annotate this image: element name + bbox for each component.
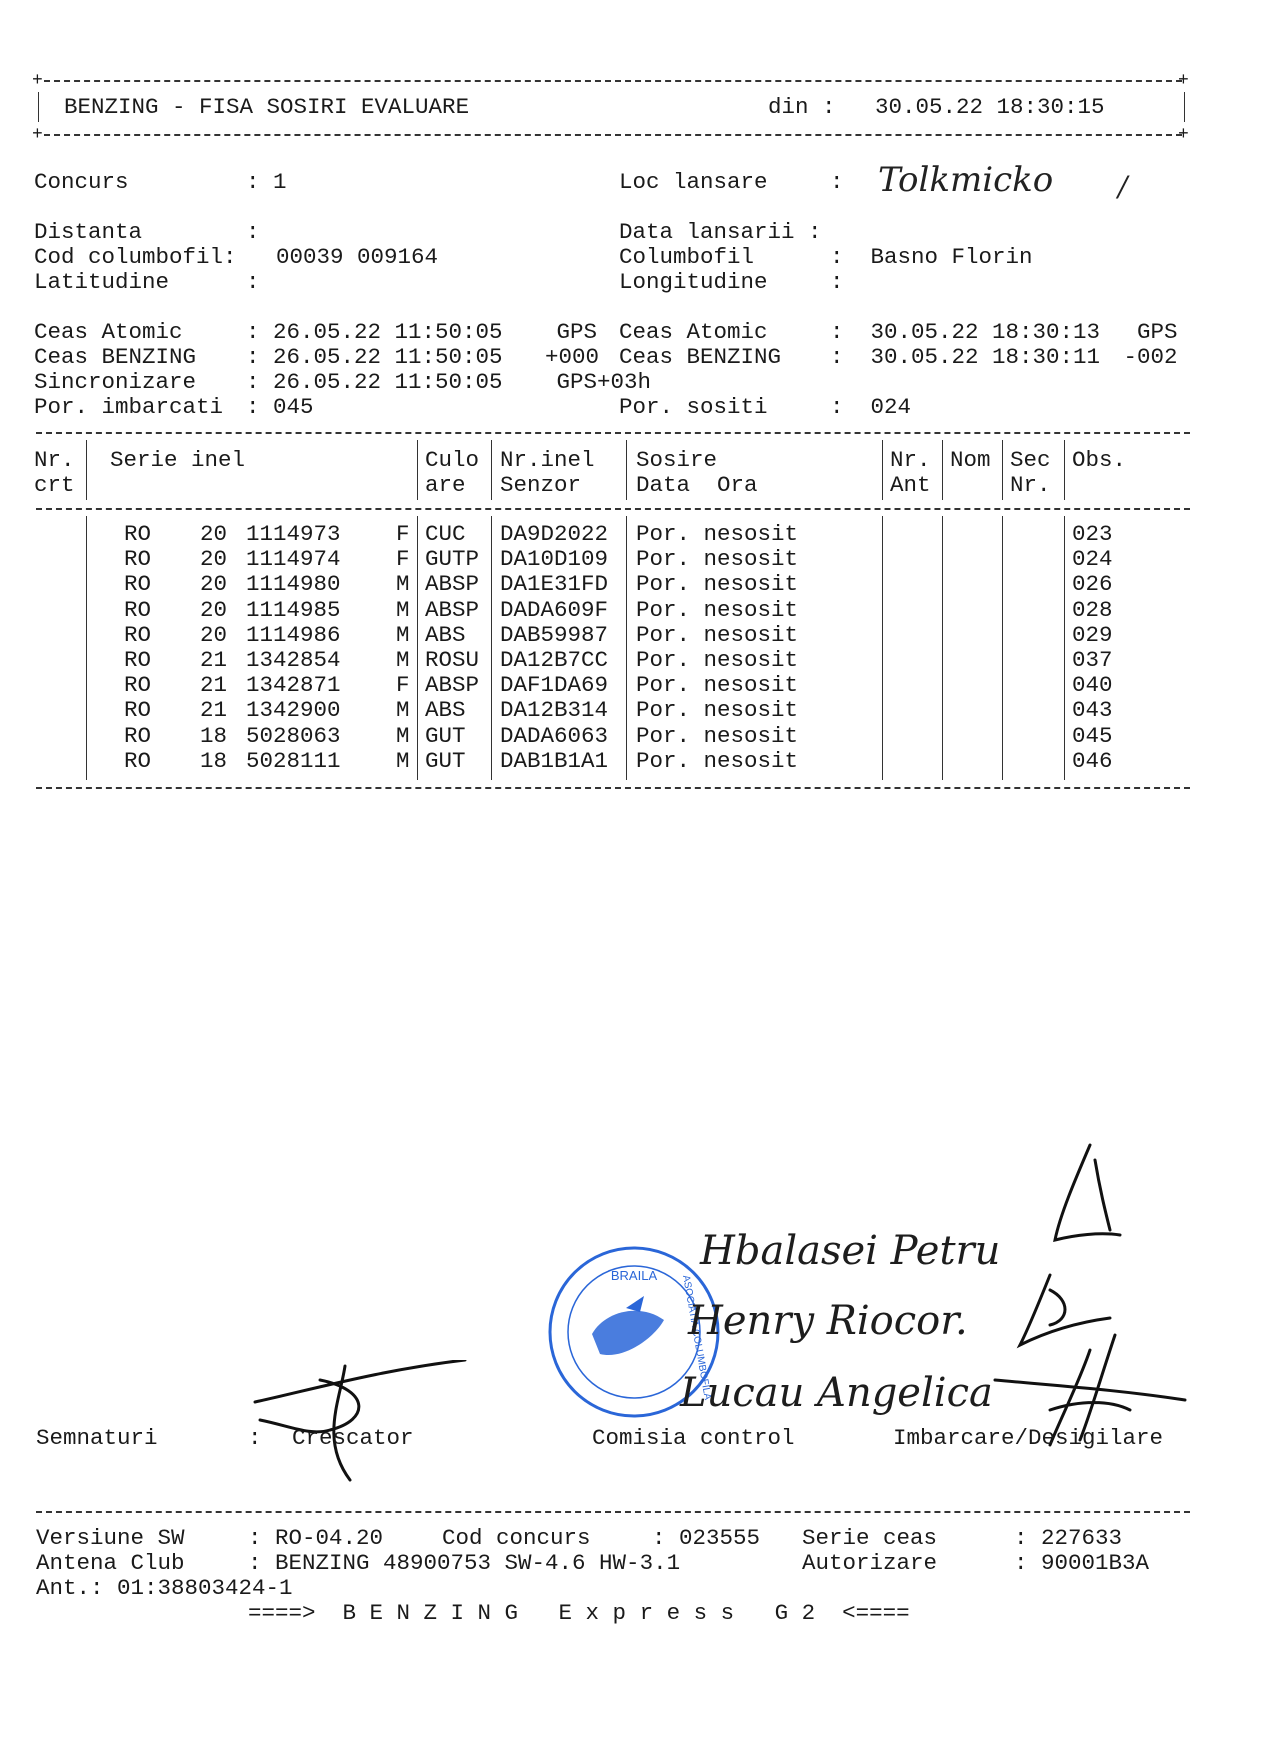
por-imbarcati-value: : 045 <box>246 394 314 420</box>
cell-obs: 028 <box>1072 596 1113 623</box>
cell-arrival: Por. nesosit <box>636 722 799 749</box>
loc-lansare-handwritten: Tolkmicko <box>878 160 1054 200</box>
por-sositi-value: : 024 <box>830 394 912 420</box>
semnaturi-sep: : <box>248 1425 262 1451</box>
cell-obs: 043 <box>1072 697 1113 724</box>
distanta-label: Distanta <box>34 219 143 245</box>
cell-ring: 1342871 <box>246 672 341 699</box>
cell-sensor: DAB59987 <box>500 621 609 648</box>
cell-color: GUT <box>425 747 466 774</box>
cell-ring: 5028111 <box>246 747 341 774</box>
crescator-label: Crescator <box>292 1425 414 1451</box>
cell-color: GUT <box>425 722 466 749</box>
cell-obs: 045 <box>1072 722 1113 749</box>
handwritten-name-3: Lucau Angelica <box>680 1370 993 1416</box>
concurs-value: : 1 <box>246 169 287 195</box>
handwritten-name-1: Hbalasei Petru <box>700 1228 1001 1274</box>
comisia-label: Comisia control <box>592 1425 795 1451</box>
cell-ring: 1114980 <box>246 571 341 598</box>
cell-year: 18 <box>200 747 228 774</box>
ceas-benzing-right-label: Ceas BENZING <box>619 344 782 370</box>
sincronizare-suffix: GPS+03h <box>543 369 652 395</box>
cell-arrival: Por. nesosit <box>636 571 799 598</box>
sincronizare-label: Sincronizare <box>34 369 197 395</box>
columbofil-value: : Basno Florin <box>830 244 1033 270</box>
cell-sex: M <box>396 647 410 673</box>
din-label: din : <box>768 94 836 120</box>
cell-sex: M <box>396 621 410 648</box>
cell-year: 21 <box>200 647 228 673</box>
longitudine-value: : <box>830 269 844 295</box>
versiune-label: Versiune SW <box>36 1525 185 1551</box>
cell-color: CUC <box>425 521 466 547</box>
versiune-value: : RO-04.20 <box>248 1525 384 1551</box>
cell-sensor: DA10D109 <box>500 546 609 573</box>
autorizare-label: Autorizare <box>802 1550 938 1576</box>
ceas-atomic-left-label: Ceas Atomic <box>34 319 183 345</box>
stamp-text-right: ASOCIATIA COLUMBOFILA <box>680 1274 713 1401</box>
cell-obs: 037 <box>1072 647 1113 673</box>
cell-obs: 023 <box>1072 521 1113 547</box>
cell-sex: M <box>396 571 410 598</box>
handwritten-name-2: Henry Riocor. <box>688 1298 968 1344</box>
ceas-atomic-right-label: Ceas Atomic <box>619 319 768 345</box>
cell-sensor: DA12B7CC <box>500 647 609 673</box>
cell-sensor: DAB1B1A1 <box>500 747 609 774</box>
cell-ring: 1114986 <box>246 621 341 648</box>
cell-ring: 5028063 <box>246 722 341 749</box>
cell-arrival: Por. nesosit <box>636 621 799 648</box>
cell-sensor: DAF1DA69 <box>500 672 609 699</box>
cell-year: 20 <box>200 521 228 547</box>
serie-ceas-value: : 227633 <box>1014 1525 1123 1551</box>
cell-year: 20 <box>200 571 228 598</box>
antena-label: Antena Club <box>36 1550 185 1576</box>
cell-color: ABSP <box>425 672 480 699</box>
ceas-benzing-left-suffix: +000 <box>545 344 600 370</box>
imbarcare-label: Imbarcare/Desigilare <box>893 1425 1164 1451</box>
header-nom: Nom <box>950 447 991 473</box>
ceas-benzing-right-suffix: -002 <box>1110 344 1178 370</box>
autorizare-value: : 90001B3A <box>1014 1550 1150 1576</box>
header-sosire-line2: Data Ora <box>636 472 758 498</box>
cell-color: ABSP <box>425 596 480 623</box>
cell-color: ABS <box>425 697 466 724</box>
header-sec-line2: Nr. <box>1010 472 1051 498</box>
cod-columbofil-label: Cod columbofil: <box>34 244 237 270</box>
ceas-atomic-right-value: : 30.05.22 18:30:13 <box>830 319 1101 345</box>
cell-arrival: Por. nesosit <box>636 697 799 724</box>
header-nr-ant-line2: Ant <box>890 472 931 498</box>
cell-year: 20 <box>200 546 228 573</box>
signature-1-icon <box>1020 1140 1130 1250</box>
ceas-atomic-right-suffix: GPS <box>1110 319 1178 345</box>
page-title: BENZING - FISA SOSIRI EVALUARE <box>64 94 470 120</box>
semnaturi-label: Semnaturi <box>36 1425 158 1451</box>
cell-sex: M <box>396 722 410 749</box>
cell-sensor: DA1E31FD <box>500 571 609 598</box>
por-imbarcati-label: Por. imbarcati <box>34 394 224 420</box>
data-lansarii-label: Data lansarii : <box>619 219 822 245</box>
loc-lansare-mark: / <box>1118 170 1128 203</box>
cell-year: 21 <box>200 697 228 724</box>
por-sositi-label: Por. sositi <box>619 394 768 420</box>
cell-color: ABS <box>425 621 466 648</box>
cell-arrival: Por. nesosit <box>636 747 799 774</box>
cell-sex: F <box>396 546 410 573</box>
cell-sensor: DADA6063 <box>500 722 609 749</box>
cell-country: RO <box>124 571 152 598</box>
table-top-border <box>36 432 1190 434</box>
cell-ring: 1114974 <box>246 546 341 573</box>
ceas-atomic-left-suffix: GPS <box>543 319 598 345</box>
din-value: 30.05.22 18:30:15 <box>875 94 1105 120</box>
header-nr-inel-line2: Senzor <box>500 472 582 498</box>
cell-arrival: Por. nesosit <box>636 521 799 547</box>
header-nr-ant-line1: Nr. <box>890 447 931 473</box>
ceas-atomic-left-value: : 26.05.22 11:50:05 <box>246 319 503 345</box>
cell-ring: 1342900 <box>246 697 341 724</box>
table-header-border <box>36 508 1190 510</box>
loc-lansare-sep: : <box>830 169 844 195</box>
distanta-value: : <box>246 219 260 245</box>
header-nr-inel-line1: Nr.inel <box>500 447 595 473</box>
cell-color: ABSP <box>425 571 480 598</box>
header-culoare-line1: Culo <box>425 447 480 473</box>
columbofil-label: Columbofil <box>619 244 755 270</box>
longitudine-label: Longitudine <box>619 269 768 295</box>
cell-ring: 1114985 <box>246 596 341 623</box>
footer-border <box>36 1511 1190 1513</box>
cell-country: RO <box>124 521 152 547</box>
cell-obs: 040 <box>1072 672 1113 699</box>
cell-color: ROSU <box>425 647 480 673</box>
cell-sensor: DA9D2022 <box>500 521 609 547</box>
cell-country: RO <box>124 596 152 623</box>
cell-country: RO <box>124 546 152 573</box>
cell-country: RO <box>124 747 152 774</box>
ceas-benzing-left-value: : 26.05.22 11:50:05 <box>246 344 503 370</box>
cell-obs: 026 <box>1072 571 1113 598</box>
cell-ring: 1342854 <box>246 647 341 673</box>
cell-sex: M <box>396 596 410 623</box>
header-culoare-line2: are <box>425 472 466 498</box>
latitudine-label: Latitudine <box>34 269 170 295</box>
cod-concurs-label: Cod concurs <box>442 1525 591 1551</box>
header-sosire-line1: Sosire <box>636 447 718 473</box>
ceas-benzing-right-value: : 30.05.22 18:30:11 <box>830 344 1101 370</box>
header-obs: Obs. <box>1072 447 1127 473</box>
benzing-express-banner: ====> B E N Z I N G E x p r e s s G 2 <==== <box>248 1600 910 1626</box>
cell-arrival: Por. nesosit <box>636 672 799 699</box>
serie-ceas-label: Serie ceas <box>802 1525 938 1551</box>
cell-sex: F <box>396 672 410 699</box>
cell-obs: 024 <box>1072 546 1113 573</box>
header-nr-crt-line2: crt <box>34 472 75 498</box>
cell-year: 21 <box>200 672 228 699</box>
cell-arrival: Por. nesosit <box>636 596 799 623</box>
cell-ring: 1114973 <box>246 521 341 547</box>
ant-line: Ant.: 01:38803424-1 <box>36 1575 293 1601</box>
antena-value: : BENZING 48900753 SW-4.6 HW-3.1 <box>248 1550 681 1576</box>
cell-arrival: Por. nesosit <box>636 647 799 673</box>
loc-lansare-label: Loc lansare <box>619 169 768 195</box>
cell-year: 18 <box>200 722 228 749</box>
latitudine-value: : <box>246 269 260 295</box>
ceas-benzing-left-label: Ceas BENZING <box>34 344 197 370</box>
cell-year: 20 <box>200 596 228 623</box>
cell-country: RO <box>124 647 152 673</box>
cell-country: RO <box>124 621 152 648</box>
cell-obs: 029 <box>1072 621 1113 648</box>
cell-year: 20 <box>200 621 228 648</box>
cell-arrival: Por. nesosit <box>636 546 799 573</box>
cell-country: RO <box>124 672 152 699</box>
header-serie-inel: Serie inel <box>110 447 246 473</box>
header-sec-line1: Sec <box>1010 447 1051 473</box>
cell-country: RO <box>124 697 152 724</box>
cod-concurs-value: : 023555 <box>652 1525 761 1551</box>
stamp-text-top: BRAILA <box>610 1268 658 1283</box>
sincronizare-value: : 26.05.22 11:50:05 <box>246 369 503 395</box>
cell-sensor: DADA609F <box>500 596 609 623</box>
cell-sex: M <box>396 747 410 774</box>
cell-country: RO <box>124 722 152 749</box>
header-nr-crt-line1: Nr. <box>34 447 75 473</box>
cell-sex: M <box>396 697 410 724</box>
concurs-label: Concurs <box>34 169 129 195</box>
cell-sex: F <box>396 521 410 547</box>
cell-obs: 046 <box>1072 747 1113 774</box>
cell-sensor: DA12B314 <box>500 697 609 724</box>
table-bottom-border <box>36 787 1190 789</box>
cod-columbofil-value: 00039 009164 <box>276 244 439 270</box>
cell-color: GUTP <box>425 546 480 573</box>
